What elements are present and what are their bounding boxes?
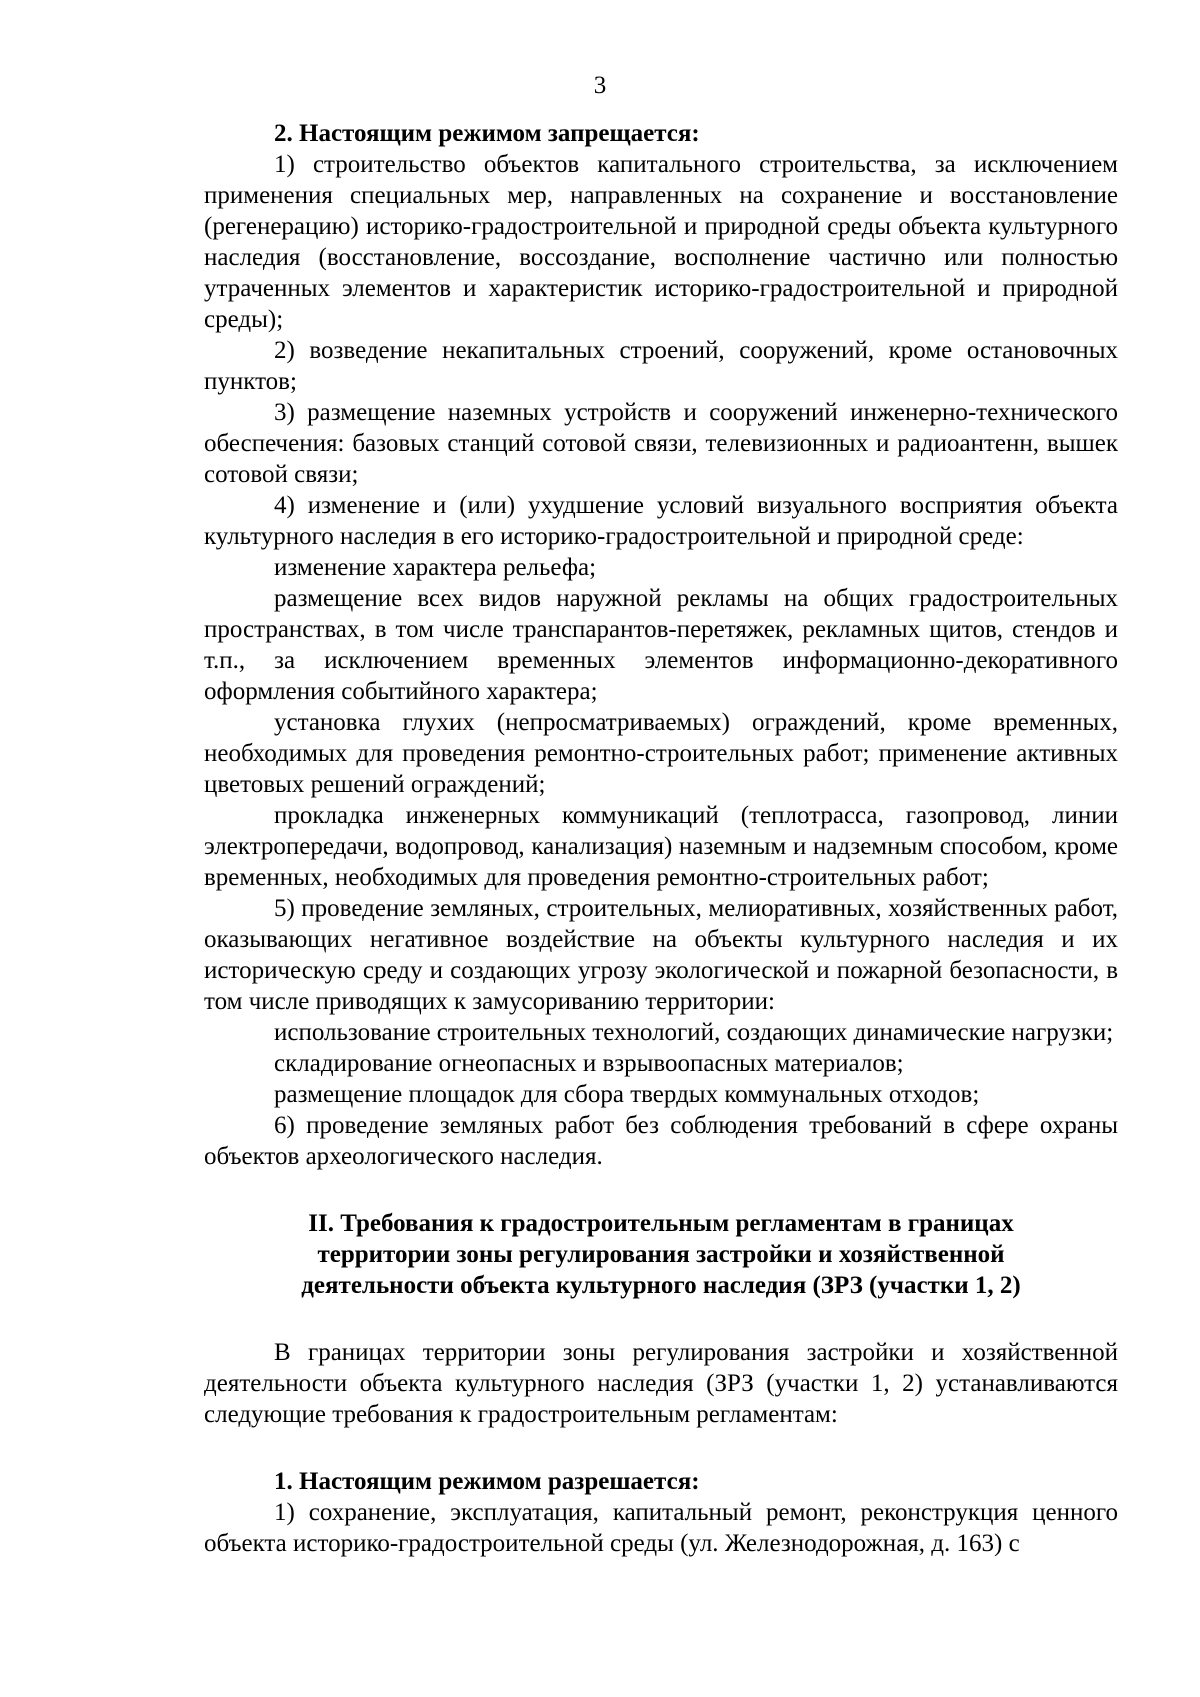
paragraph: размещение всех видов наружной рекламы на общих градостроительных пространствах, в том числе транспарантов-перетяжек, рекламных щитов, стендов и т.п., за исключением временных элементов информационно-декоративного оформления событийного характера; (204, 585, 1118, 705)
section-title: II. Требования к градостроительным регламентам в границах территории зоны регулирования застройки и хозяйственной деятельности объекта культурного наследия (ЗРЗ (участки 1, 2) (301, 1210, 1021, 1299)
paragraph: 1) строительство объектов капитального строительства, за исключением применения специальных мер, направленных на сохранение и восстановление (регенерацию) историко-градостроительной и природной среды объекта культурного наследия (восстановление, воссоздание, восполнение частично или полностью утраченных элементов и характеристик историко-градостроительной и природной среды); (204, 151, 1118, 333)
paragraph: 2) возведение некапитальных строений, сооружений, кроме остановочных пунктов; (204, 337, 1118, 395)
heading-prohibited: 2. Настоящим режимом запрещается: (274, 120, 700, 147)
paragraph: В границах территории зоны регулирования застройки и хозяйственной деятельности объекта культурного наследия (ЗРЗ (участки 1, 2) устанавливаются следующие требования к градостроительным регламентам: (204, 1339, 1118, 1428)
heading-permitted: 1. Настоящим режимом разрешается: (274, 1468, 700, 1495)
paragraph: 3) размещение наземных устройств и сооружений инженерно-технического обеспечения: базовых станций сотовой связи, телевизионных и радиоантенн, вышек сотовой связи; (204, 399, 1118, 488)
paragraph: 5) проведение земляных, строительных, мелиоративных, хозяйственных работ, оказывающих негативное воздействие на объекты культурного наследия и их историческую среду и создающих угрозу экологической и пожарной безопасности, в том числе приводящих к замусориванию территории: (204, 895, 1118, 1015)
paragraph: 6) проведение земляных работ без соблюдения требований в сфере охраны объектов археологического наследия. (204, 1112, 1118, 1170)
paragraph: 4) изменение и (или) ухудшение условий визуального восприятия объекта культурного наследия в его историко-градостроительной и природной среде: (204, 492, 1118, 550)
paragraph: прокладка инженерных коммуникаций (теплотрасса, газопровод, линии электропередачи, водопровод, канализация) наземным и надземным способом, кроме временных, необходимых для проведения ремонтно-строительных работ; (204, 802, 1118, 891)
paragraph: складирование огнеопасных и взрывоопасных материалов; (274, 1050, 904, 1077)
paragraph: 1) сохранение, эксплуатация, капитальный ремонт, реконструкция ценного объекта историко-градостроительной среды (ул. Железнодорожная, д. 163) с (204, 1499, 1118, 1557)
paragraph: установка глухих (непросматриваемых) ограждений, кроме временных, необходимых для проведения ремонтно-строительных работ; применение активных цветовых решений ограждений; (204, 709, 1118, 798)
paragraph: использование строительных технологий, создающих динамические нагрузки; (274, 1019, 1114, 1046)
document-body (204, 118, 1118, 1559)
paragraph: размещение площадок для сбора твердых коммунальных отходов; (274, 1081, 980, 1108)
paragraph: изменение характера рельефа; (274, 554, 597, 581)
page-number: 3 (593, 72, 607, 99)
